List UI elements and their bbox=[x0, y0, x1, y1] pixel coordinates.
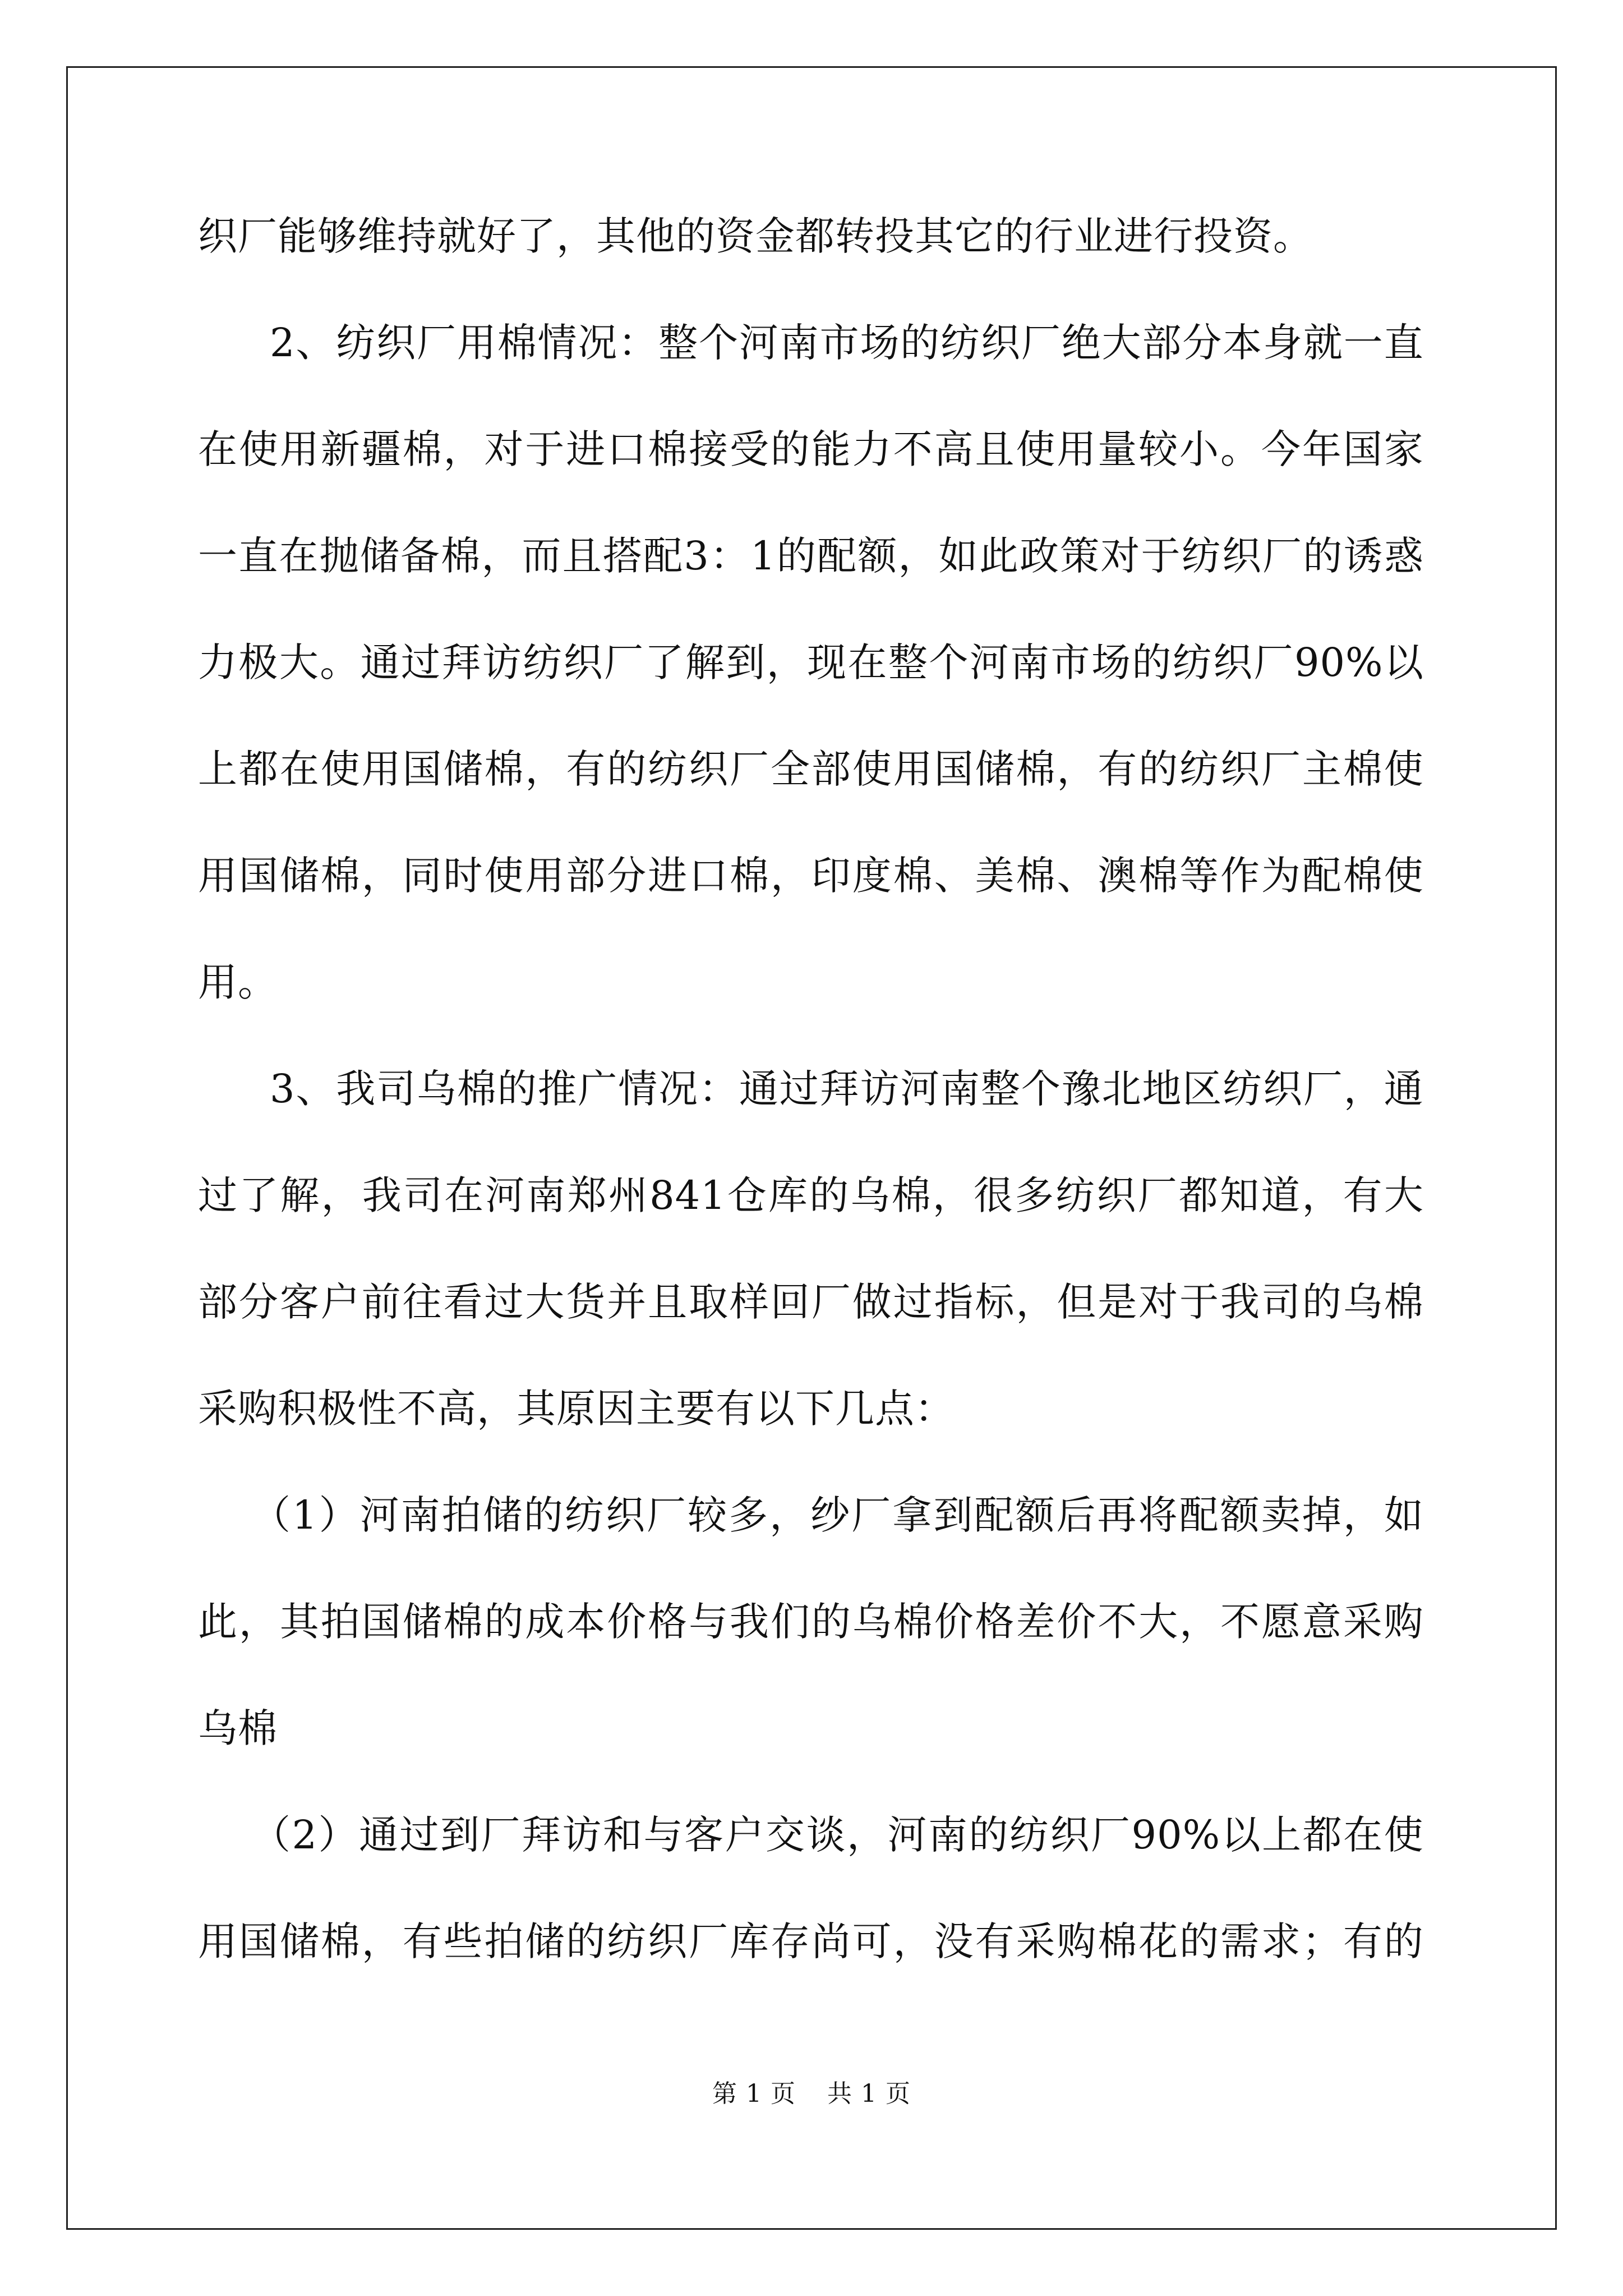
paragraph-line: （ 2 ） 通 过 到 厂 拜 访 和 与 客 户 交 谈 ， 河 南 的 纺 织 厂 90% 以 上 都 在 使 bbox=[251, 1812, 1424, 1858]
paragraph-line: 一 直 在 抛 储 备 棉 ， 而 且 搭 配 3 ： 1 的 配 额 ， 如 此 政 策 对 于 纺 织 厂 的 诱 惑 bbox=[198, 533, 1424, 579]
page-footer bbox=[0, 2077, 1623, 2111]
paragraph-line: 过 了 解 ， 我 司 在 河 南 郑 州 841 仓 库 的 乌 棉 ， 很 多 纺 织 厂 都 知 道 ， 有 大 bbox=[198, 1172, 1424, 1218]
paragraph-line: 用 国 储 棉 ， 同 时 使 用 部 分 进 口 棉 ， 印 度 棉 、 美 棉 、 澳 棉 等 作 为 配 棉 使 bbox=[198, 853, 1424, 899]
paragraph-line: 乌棉 bbox=[198, 1705, 278, 1751]
paragraph-line: 织厂能够维持就好了，其他的资金都转投其它的行业进行投资。 bbox=[198, 213, 1313, 259]
paragraph-line: 用 国 储 棉 ， 有 些 拍 储 的 纺 织 厂 库 存 尚 可 ， 没 有 采 购 棉 花 的 需 求 ； 有 的 bbox=[198, 1918, 1424, 1964]
paragraph-line: （ 1 ） 河 南 拍 储 的 纺 织 厂 较 多 ， 纱 厂 拿 到 配 额 后 再 将 配 额 卖 掉 ， 如 bbox=[251, 1492, 1424, 1538]
paragraph-line: 在 使 用 新 疆 棉 ， 对 于 进 口 棉 接 受 的 能 力 不 高 且 使 用 量 较 小 。 今 年 国 家 bbox=[198, 426, 1424, 472]
paragraph-line: 上 都 在 使 用 国 储 棉 ， 有 的 纺 织 厂 全 部 使 用 国 储 棉 ， 有 的 纺 织 厂 主 棉 使 bbox=[198, 746, 1424, 792]
paragraph-line: 用。 bbox=[198, 959, 278, 1005]
paragraph-line: 部 分 客 户 前 往 看 过 大 货 并 且 取 样 回 厂 做 过 指 标 ， 但 是 对 于 我 司 的 乌 棉 bbox=[198, 1279, 1424, 1325]
document-body bbox=[198, 208, 1424, 2019]
page-number: 第 1 页 bbox=[712, 2079, 796, 2108]
paragraph-line: 3 、 我 司 乌 棉 的 推 广 情 况 ： 通 过 拜 访 河 南 整 个 豫 北 地 区 纺 织 厂 ， 通 bbox=[270, 1066, 1424, 1112]
paragraph-line: 2 、 纺 织 厂 用 棉 情 况 ： 整 个 河 南 市 场 的 纺 织 厂 绝 大 部 分 本 身 就 一 直 bbox=[270, 320, 1424, 366]
page-total: 共 1 页 bbox=[827, 2079, 911, 2108]
paragraph-line: 采购积极性不高，其原因主要有以下几点： bbox=[198, 1386, 955, 1432]
paragraph-line: 力 极 大 。 通 过 拜 访 纺 织 厂 了 解 到 ， 现 在 整 个 河 南 市 场 的 纺 织 厂 90% 以 bbox=[198, 639, 1424, 685]
paragraph-line: 此 ， 其 拍 国 储 棉 的 成 本 价 格 与 我 们 的 乌 棉 价 格 差 价 不 大 ， 不 愿 意 采 购 bbox=[198, 1599, 1424, 1645]
